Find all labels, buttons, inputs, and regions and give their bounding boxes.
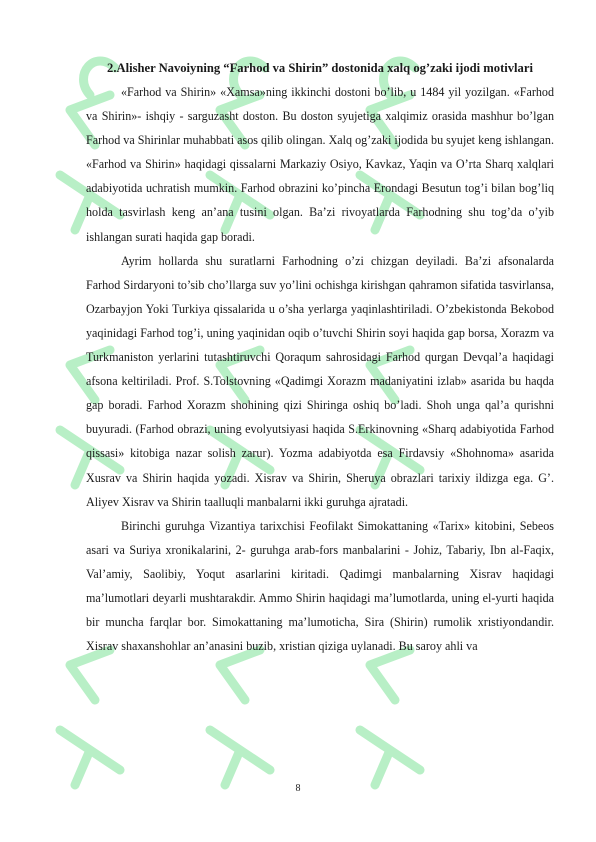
paragraph-1: «Farhod va Shirin» «Xamsa»ning ikkinchi dostoni bo’lib, u 1484 yil yozilgan. «Farhod va Shirin»- ishqiy - sarguzasht doston. Bu doston syujetiga xalqimiz orasida mashhur bo’lgan Farhod va Shirinlar muhabbati asos qilib olingan. Xalq og’zaki ijodida bu syujet keng ishlangan. «Farhod va Shirin» haqidagi qissalarni Markaziy Osiyo, Kavkaz, Yaqin va O’rta Sharq xalqlari adabiyotida uchratish mumkin. Farhod obrazini ko’pincha Erondagi Besutun tog’i bilan bog’liq holda tasvirlash keng an’ana tusini olgan. Ba’zi rivoyatlarda Farhodning shu tog’da o’yib ishlangan surati haqida gap boradi. [86, 85, 554, 244]
section-title: 2.Alisher Navoiyning “Farhod va Shirin” dostonida xalq og’zaki ijodi motivlari [107, 61, 533, 75]
paragraph-3: Birinchi guruhga Vizantiya tarixchisi Feofilakt Simokattaning «Tarix» kitobini, Sebeos asari va Suriya xronikalarini, 2- guruhga arab-fors manbalarini - Johiz, Tabariy, Ibn al-Faqix, Val’amiy, Saolibiy, Yoqut asarlarini kiritadi. Qadimgi manbalarning Xisrav haqidagi ma’lumotlari deyarli mushtarakdir. Ammo Shirin haqidagi ma’lumotlarda, uning el-yurti haqida bir muncha farqlar bor. Simokattaning ma’lumoticha, Sira (Shirin) rumolik xristiyondandir. Xisrav shaxanshohlar an’anasini buzib, xristian qiziga uylanadi. Bu saroy ahli va [86, 518, 554, 654]
document-body [86, 57, 554, 658]
paragraph-2: Ayrim hollarda shu suratlarni Farhodning o’zi chizgan deyiladi. Ba’zi afsonalarda Farhod Sirdaryoni to’sib cho’llarga suv yo’lini ochishga kirishgan qahramon sifatida tasvirlansa, Ozarbayjon Yoki Turkiya qissalarida u o’sha yerlarga yaqinlashtiriladi. O’zbekistonda Bekobod yaqinidagi Farhod tog’i, uning yaqinidan oqib o’tuvchi Shirin soyi haqida gap borsa, Xorazm va Turkmaniston yerlarini tutashtiruvchi Qoraqum sahrosidagi Farhod qurgan Devqal’a haqidagi afsona keltiriladi. Prof. S.Tolstovning «Qadimgi Xorazm madaniyatini izlab» asarida bu haqda gap boradi. Farhod Xorazm shohining qizi Shiringa oshiq bo’ladi. Shoh unga qal’a qurishni buyuradi. (Farhod obrazi, uning evolyutsiyasi haqida S.Erkinovning «Sharq adabiyotida Farhod qissasi» kitobiga nazar solish zarur). Yozma adabiyotda esa Firdavsiy «Shohnoma» asarida Xusrav va Shirin haqida yozadi. Xisrav va Shirin, Sheruya obrazlari tarixiy ildizga ega. G’. Aliyev Xisrav va Shirin taalluqli manbalarni ikki guruhga ajratadi. [86, 253, 554, 509]
page-number: 8 [295, 783, 301, 794]
